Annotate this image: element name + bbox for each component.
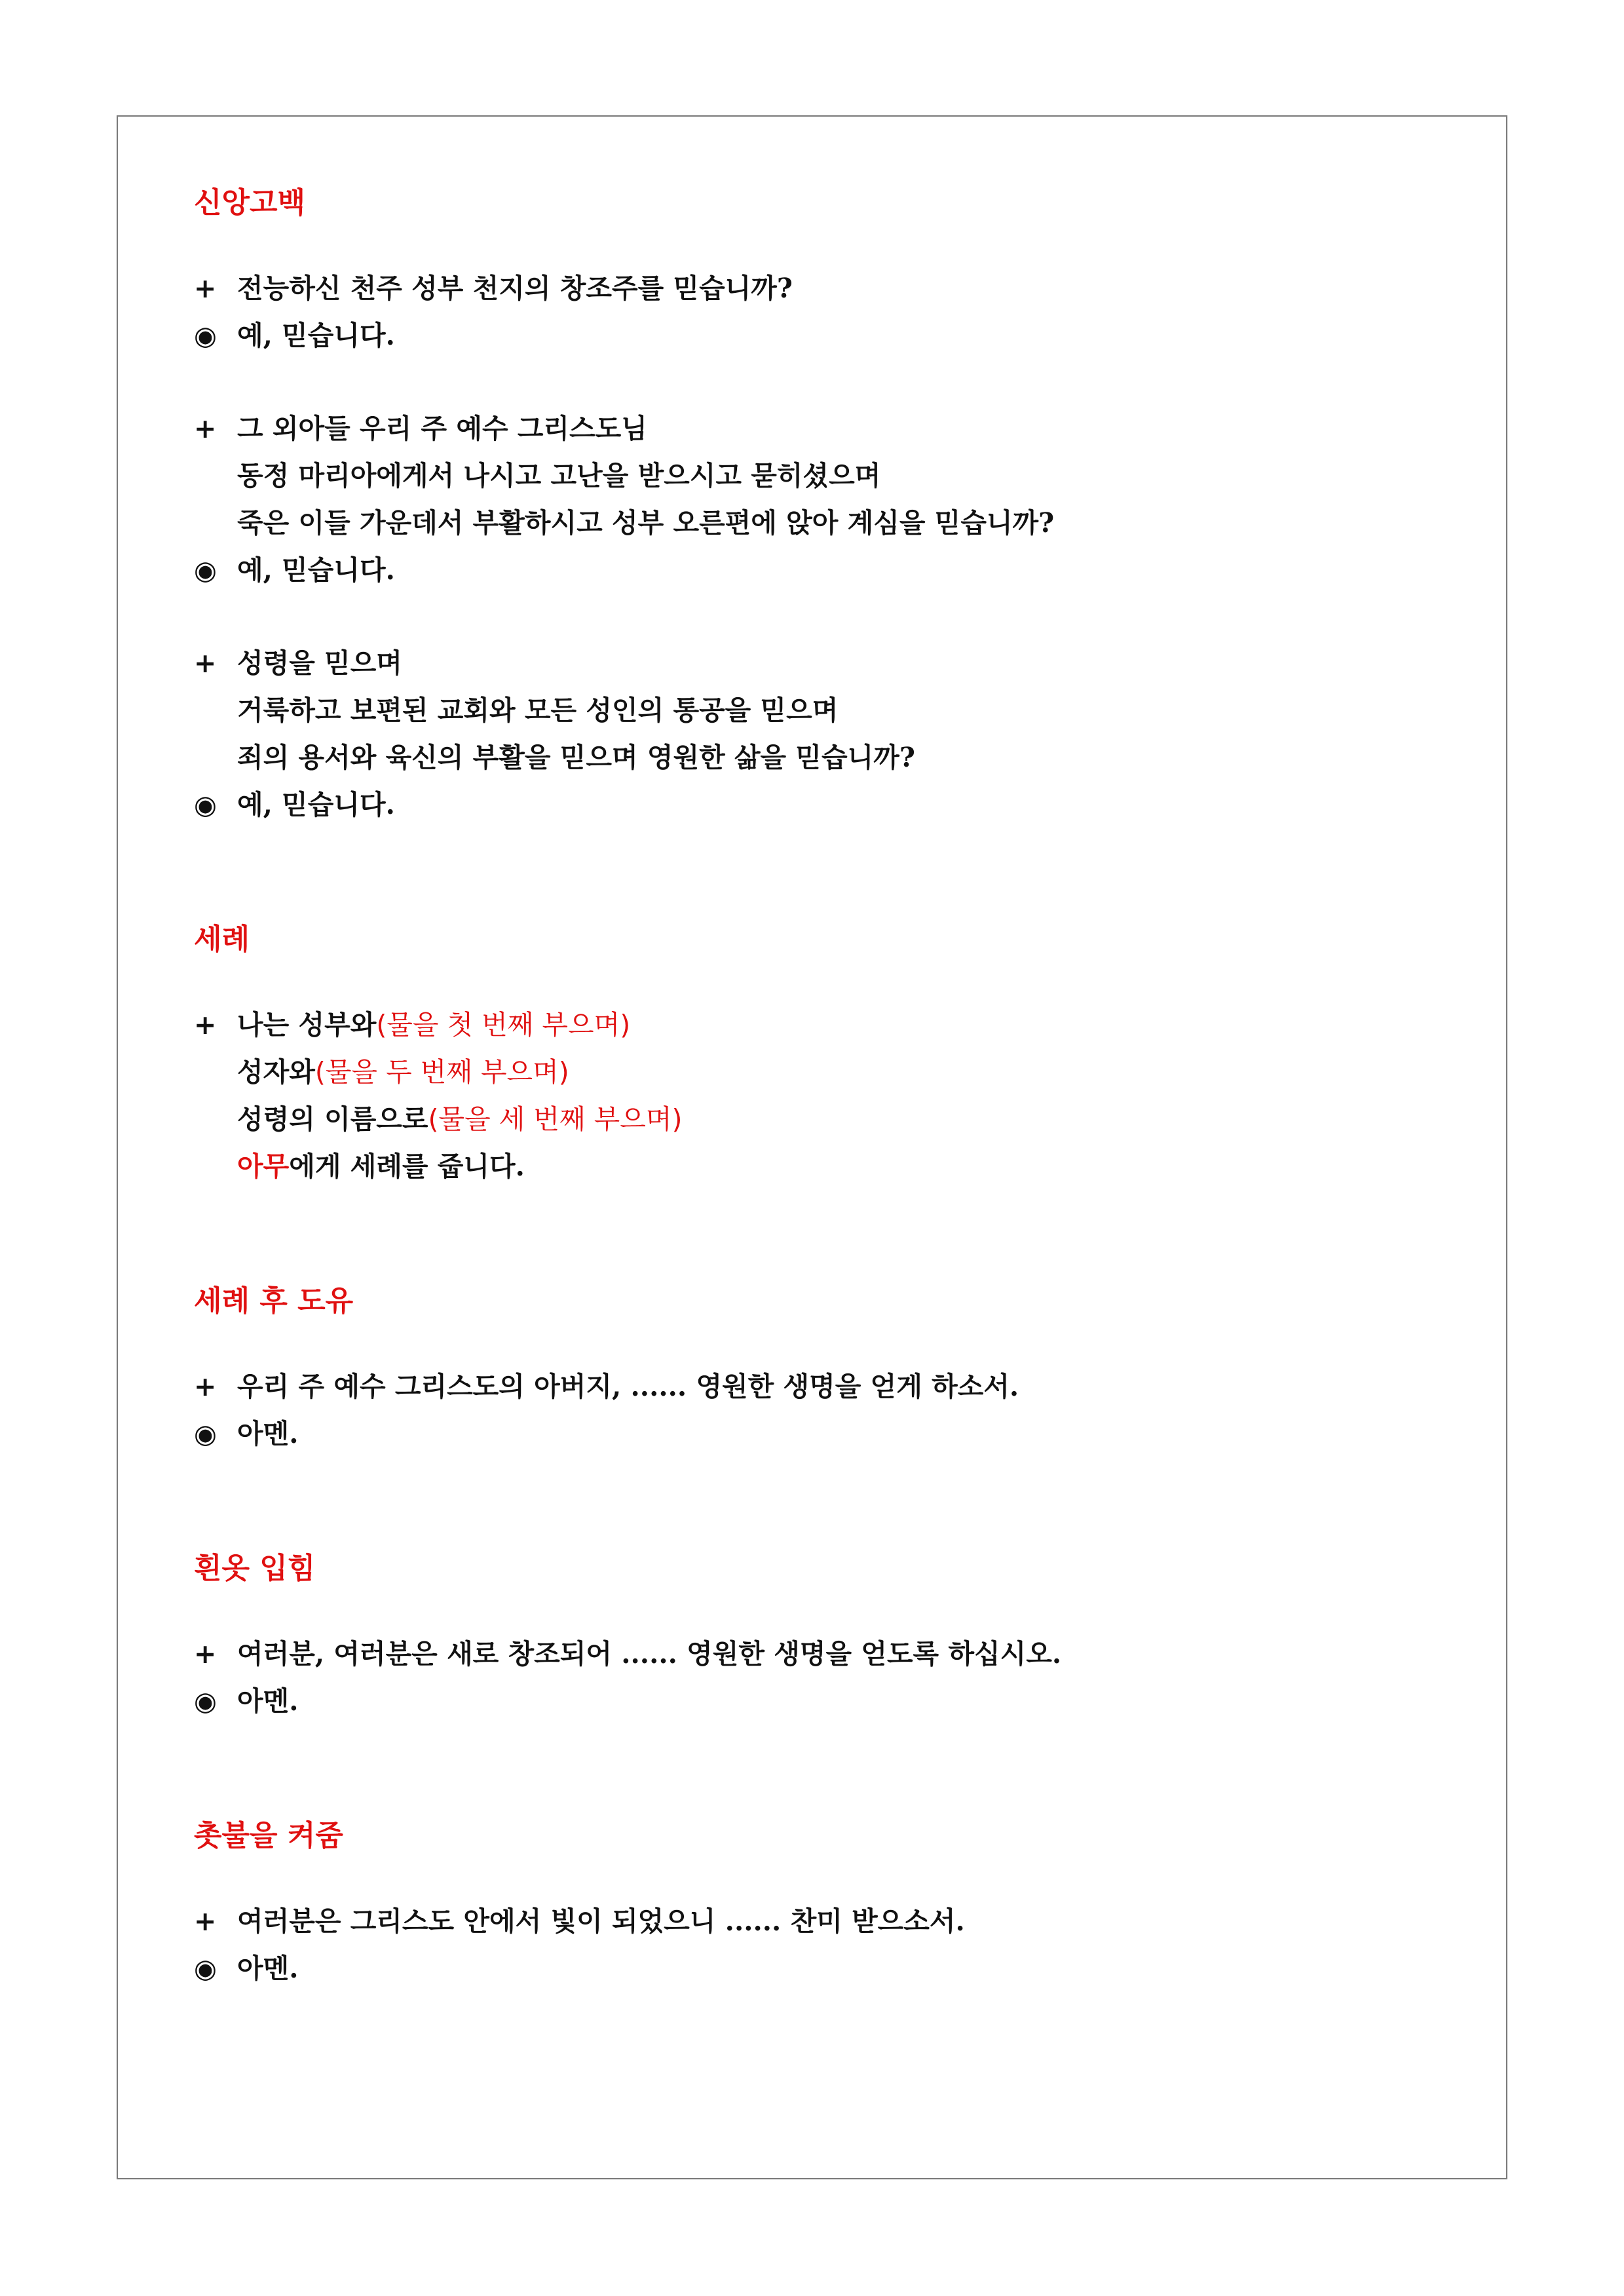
continuation-line <box>194 452 1439 499</box>
rubric-text: (물을 첫 번째 부으며) <box>376 1009 631 1041</box>
line-text: 그 외아들 우리 주 예수 그리스도님 <box>237 413 647 444</box>
response-marker: ◉ <box>194 1954 217 1984</box>
celebrant-line <box>194 1001 1439 1048</box>
line-text: 성자와 <box>237 1056 315 1088</box>
response-marker: ◉ <box>194 321 217 351</box>
response-marker: ◉ <box>194 556 217 586</box>
continuation-line <box>194 734 1439 781</box>
line-text: 예, 믿습니다. <box>237 789 395 820</box>
section-anointing <box>194 1282 1439 1457</box>
section-heading: 신앙고백 <box>194 186 306 220</box>
continuation-line <box>194 1096 1439 1143</box>
continuation-line <box>194 1143 1439 1190</box>
celebrant-line <box>194 1630 1439 1677</box>
celebrant-line <box>194 640 1439 687</box>
response-line <box>194 1677 1439 1725</box>
line-text: 나는 성부와 <box>237 1009 377 1041</box>
rubric-text: (물을 세 번째 부으며) <box>428 1103 683 1135</box>
section-white-garment <box>194 1549 1439 1725</box>
dialogue-block <box>194 1363 1439 1457</box>
dialogue-block <box>194 640 1439 828</box>
name-placeholder: 아무 <box>237 1151 290 1182</box>
celebrant-line <box>194 1898 1439 1945</box>
line-text: 전능하신 천주 성부 천지의 창조주를 믿습니까? <box>237 273 793 304</box>
line-text: 아멘. <box>237 1418 299 1449</box>
response-line <box>194 1945 1439 1992</box>
response-marker: ◉ <box>194 790 217 820</box>
section-baptism <box>194 920 1439 1190</box>
section-heading: 세례 <box>194 923 250 956</box>
line-text: 예, 믿습니다. <box>237 554 395 586</box>
response-line <box>194 312 1439 359</box>
line-text: 아멘. <box>237 1685 299 1717</box>
line-text: 죽은 이들 가운데서 부활하시고 성부 오른편에 앉아 계심을 믿습니까? <box>237 507 1055 539</box>
section-profession-of-faith <box>194 183 1439 828</box>
continuation-line <box>194 499 1439 546</box>
line-text: 죄의 용서와 육신의 부활을 믿으며 영원한 삶을 믿습니까? <box>237 742 915 773</box>
celebrant-line <box>194 405 1439 452</box>
response-marker: ◉ <box>194 1419 217 1449</box>
response-marker: ◉ <box>194 1687 217 1717</box>
line-text: 에게 세례를 줍니다. <box>289 1151 525 1182</box>
celebrant-marker: + <box>194 413 217 444</box>
celebrant-marker: + <box>194 1009 217 1041</box>
line-text: 예, 믿습니다. <box>237 320 395 351</box>
celebrant-marker: + <box>194 1905 217 1937</box>
line-text: 여러분, 여러분은 새로 창조되어 ...... 영원한 생명을 얻도록 하십시오. <box>237 1638 1062 1670</box>
celebrant-marker: + <box>194 1371 217 1402</box>
section-heading: 촛불을 켜줌 <box>194 1819 343 1852</box>
line-text: 아멘. <box>237 1953 299 1984</box>
line-text: 여러분은 그리스도 안에서 빛이 되었으니 ...... 찬미 받으소서. <box>237 1905 965 1937</box>
section-heading: 세례 후 도유 <box>194 1284 354 1318</box>
baptism-formula <box>194 1001 1439 1190</box>
dialogue-block <box>194 1898 1439 1992</box>
celebrant-marker: + <box>194 647 217 679</box>
celebrant-line <box>194 1363 1439 1410</box>
celebrant-marker: + <box>194 273 217 304</box>
continuation-line <box>194 1048 1439 1096</box>
dialogue-block <box>194 405 1439 594</box>
rubric-text: (물을 두 번째 부으며) <box>314 1056 569 1088</box>
response-line <box>194 781 1439 828</box>
line-text: 성령의 이름으로 <box>237 1103 428 1135</box>
line-text: 거룩하고 보편된 교회와 모든 성인의 통공을 믿으며 <box>237 695 839 726</box>
section-heading: 흰옷 입힘 <box>194 1552 316 1585</box>
dialogue-block <box>194 265 1439 359</box>
section-candle <box>194 1816 1439 1992</box>
document-body <box>194 183 1439 1992</box>
dialogue-block <box>194 1630 1439 1725</box>
line-text: 우리 주 예수 그리스도의 아버지, ...... 영원한 생명을 얻게 하소서. <box>237 1371 1019 1402</box>
line-text: 동정 마리아에게서 나시고 고난을 받으시고 묻히셨으며 <box>237 460 881 491</box>
response-line <box>194 546 1439 594</box>
celebrant-line <box>194 265 1439 312</box>
response-line <box>194 1410 1439 1457</box>
line-text: 성령을 믿으며 <box>237 647 402 679</box>
celebrant-marker: + <box>194 1638 217 1670</box>
continuation-line <box>194 687 1439 734</box>
